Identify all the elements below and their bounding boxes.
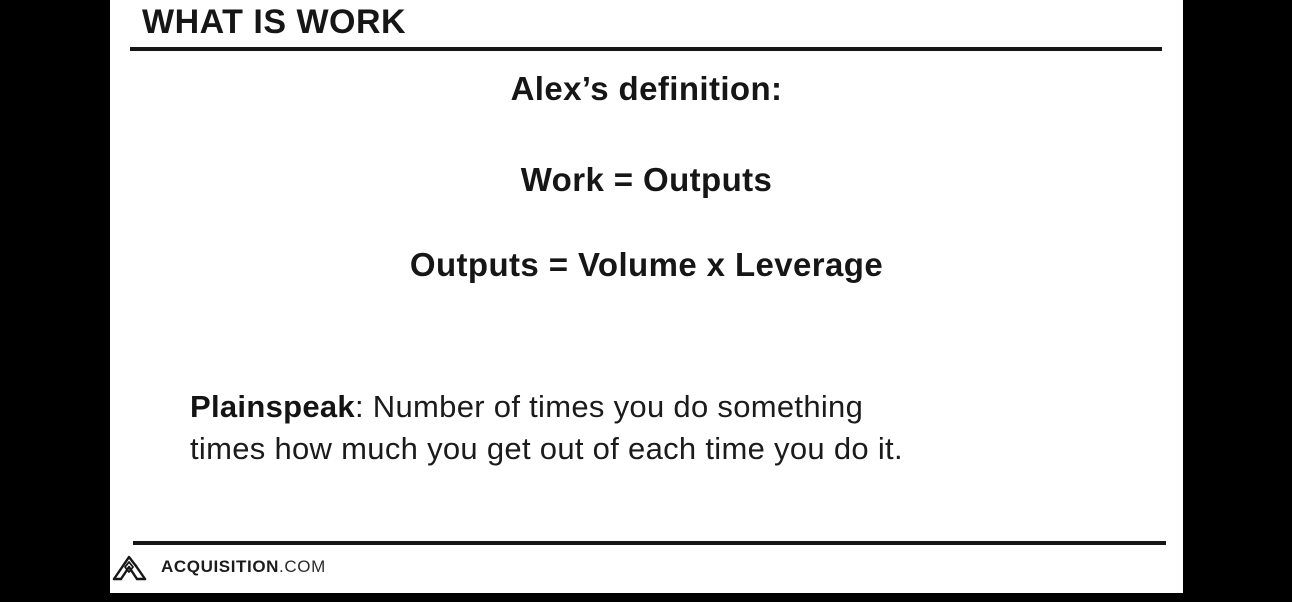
equation-work-outputs: Work = Outputs [520,161,773,198]
title-underline [130,47,1162,51]
equation-outputs-volume-leverage: Outputs = Volume x Leverage [409,246,884,283]
brand-tld: .COM [279,557,326,576]
plainspeak-label: Plainspeak [190,389,355,424]
footer-divider [133,541,1166,545]
brand-wordmark [161,557,326,577]
mountain-logo-icon [112,553,154,581]
plainspeak-line-1 [190,386,903,428]
plainspeak-paragraph [190,386,903,470]
slide-title: WHAT IS WORK [142,3,407,41]
brand-footer [112,552,326,582]
definition-heading: Alex’s definition: [510,70,783,107]
plainspeak-line1-text: : Number of times you do something [354,389,864,424]
presentation-slide [110,0,1183,593]
brand-name: ACQUISITION [161,557,280,576]
plainspeak-line-2: times how much you get out of each time you do it. [190,431,903,466]
